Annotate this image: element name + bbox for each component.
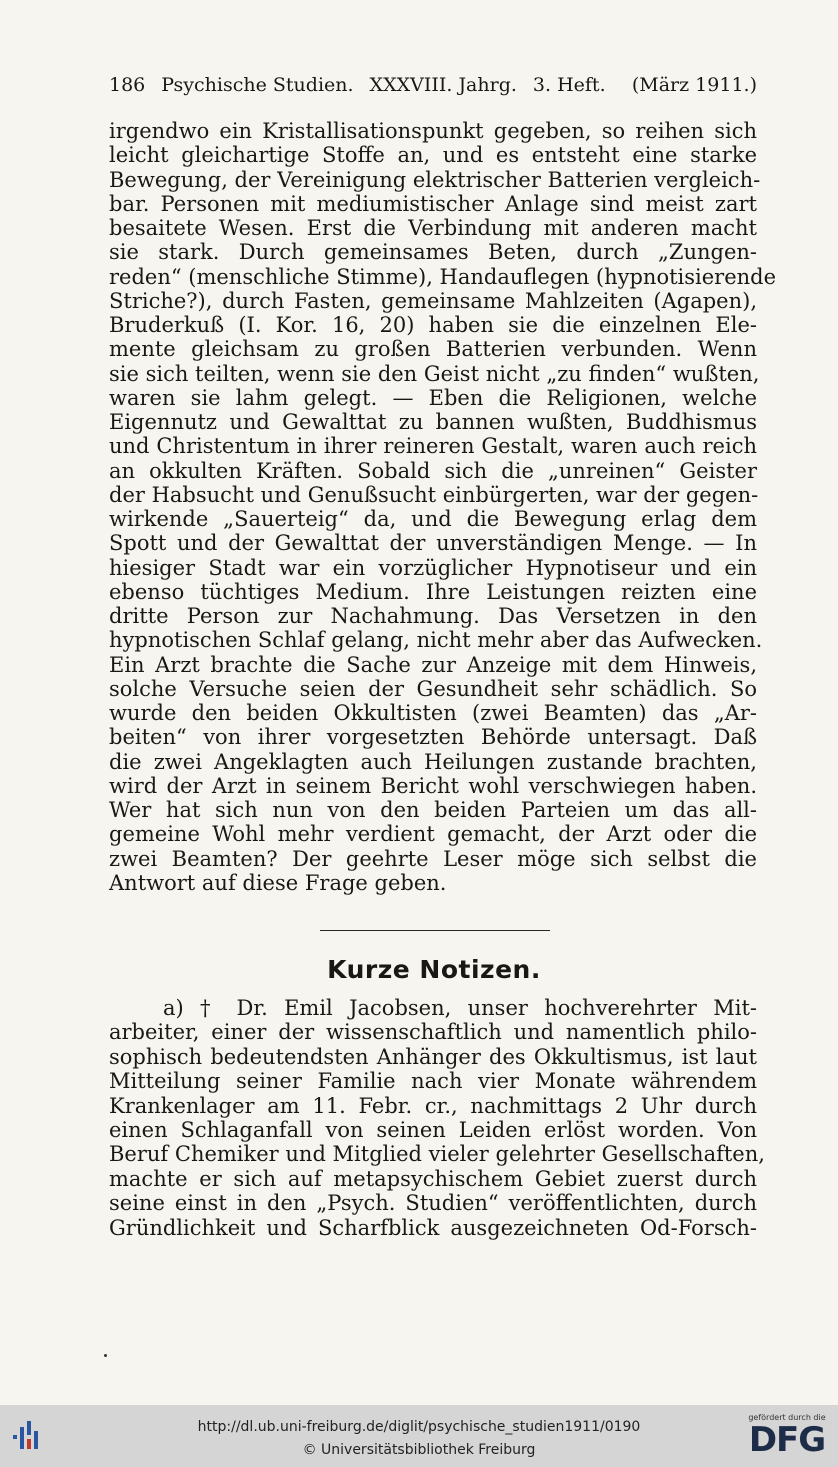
speck bbox=[104, 1354, 107, 1357]
text-line: einen Schlaganfall von seinen Leiden erlöst worden. Von bbox=[109, 1117, 757, 1142]
text-line: gemeine Wohl mehr verdient gemacht, der Arzt oder die bbox=[109, 822, 757, 847]
text-line: solche Versuche seien der Gesundheit sehr schädlich. So bbox=[109, 676, 757, 701]
text-line: an okkulten Kräften. Sobald sich die „unreinen“ Geister bbox=[109, 458, 757, 483]
source-url-link[interactable]: http://dl.ub.uni-freiburg.de/diglit/psychische_studien1911/0190 bbox=[197, 1419, 641, 1435]
text-line: Spott und der Gewalttat der unverständigen Menge. — In bbox=[109, 531, 757, 556]
header-left bbox=[109, 74, 606, 96]
text-line: arbeiter, einer der wissenschaftlich und namentlich philo- bbox=[109, 1020, 757, 1045]
text-line: wurde den beiden Okkultisten (zwei Beamten) das „Ar- bbox=[109, 701, 757, 725]
journal-name: Psychische Studien. bbox=[161, 74, 354, 96]
text-line: dritte Person zur Nachahmung. Das Versetzen in den bbox=[109, 604, 757, 628]
text-line: Antwort auf diese Frage geben. bbox=[109, 870, 447, 895]
text-line: Eigennutz und Gewalttat zu bannen wußten, Buddhismus bbox=[109, 410, 757, 434]
text-line: seine einst in den „Psych. Studien“ veröffentlichten, durch bbox=[109, 1191, 757, 1216]
page-number: 186 bbox=[109, 74, 146, 96]
text-line: der Habsucht und Genußsucht einbürgerten, war der gegen- bbox=[109, 482, 759, 507]
text-line: Bewegung, der Vereinigung elektrischer Batterien vergleich- bbox=[109, 167, 761, 192]
footer-bar bbox=[0, 1405, 838, 1467]
text-line: hypnotischen Schlaf gelang, nicht mehr aber das Aufwecken. bbox=[109, 628, 763, 653]
text-line: wirkende „Sauerteig“ da, und die Bewegung erlag dem bbox=[109, 507, 757, 531]
text-line: Ein Arzt brachte die Sache zur Anzeige mit dem Hinweis, bbox=[109, 652, 757, 677]
copyright-notice: © Universitätsbibliothek Freiburg bbox=[302, 1442, 536, 1458]
text-line: a) † Dr. Emil Jacobsen, unser hochverehrter Mit- bbox=[163, 996, 757, 1020]
text-line: sophisch bedeutendsten Anhänger des Okkultismus, ist laut bbox=[109, 1044, 757, 1069]
text-line: machte er sich auf metapsychischem Gebiet zuerst durch bbox=[109, 1166, 757, 1191]
sponsor-caption: gefördert durch die bbox=[748, 1413, 826, 1422]
text-line: reden“ (menschliche Stimme), Handauflegen (hypnotisierende bbox=[109, 264, 777, 289]
text-line: und Christentum in ihrer reineren Gestalt, waren auch reich bbox=[109, 434, 757, 459]
text-line: Mitteilung seiner Familie nach vier Monate währendem bbox=[109, 1069, 757, 1094]
text-line: Krankenlager am 11. Febr. cr., nachmittags 2 Uhr durch bbox=[109, 1093, 757, 1118]
text-line: bar. Personen mit mediumistischer Anlage sind meist zart bbox=[109, 191, 757, 216]
text-line: leicht gleichartige Stoffe an, und es entsteht eine starke bbox=[109, 143, 757, 168]
dfg-sponsor-logo bbox=[744, 1413, 830, 1458]
text-line: Gründlichkeit und Scharfblick ausgezeichneten Od-Forsch- bbox=[109, 1215, 757, 1240]
text-line: ebenso tüchtiges Medium. Ihre Leistungen reizten eine bbox=[109, 579, 757, 604]
running-header bbox=[109, 74, 757, 96]
text-line: die zwei Angeklagten auch Heilungen zustande brachten, bbox=[109, 749, 757, 774]
text-line: sie stark. Durch gemeinsames Beten, durch „Zungen- bbox=[109, 240, 757, 265]
article-text bbox=[109, 119, 777, 895]
text-line: wird der Arzt in seinem Bericht wohl verschwiegen haben. bbox=[109, 773, 757, 798]
issue-date: (März 1911.) bbox=[631, 74, 757, 96]
dfg-logo-text: DFG bbox=[748, 1420, 826, 1460]
volume: XXXVIII. Jahrg. bbox=[369, 74, 517, 96]
text-line: zwei Beamten? Der geehrte Leser möge sich selbst die bbox=[109, 846, 757, 871]
issue: 3. Heft. bbox=[532, 74, 606, 96]
text-line: Beruf Chemiker und Mitglied vieler gelehrter Gesellschaften, bbox=[109, 1142, 765, 1167]
text-line: hiesiger Stadt war ein vorzüglicher Hypnotiseur und ein bbox=[109, 555, 757, 580]
text-line: mente gleichsam zu großen Batterien verbunden. Wenn bbox=[109, 337, 757, 362]
text-line: besaitete Wesen. Erst die Verbindung mit anderen macht bbox=[109, 216, 757, 240]
section-title: Kurze Notizen. bbox=[327, 955, 541, 984]
text-line: beiten“ von ihrer vorgesetzten Behörde untersagt. Daß bbox=[109, 725, 757, 750]
text-line: Striche?), durch Fasten, gemeinsame Mahlzeiten (Agapen), bbox=[109, 288, 757, 313]
notice-text bbox=[109, 996, 765, 1240]
text-line: Bruderkuß (I. Kor. 16, 20) haben sie die einzelnen Ele- bbox=[109, 313, 757, 337]
text-line: Wer hat sich nun von den beiden Parteien um das all- bbox=[109, 798, 757, 822]
section-divider bbox=[320, 930, 550, 931]
text-line: irgendwo ein Kristallisationspunkt gegeben, so reihen sich bbox=[109, 119, 757, 143]
text-line: sie sich teilten, wenn sie den Geist nicht „zu finden“ wußten, bbox=[109, 361, 760, 386]
text-line: waren sie lahm gelegt. — Eben die Religionen, welche bbox=[109, 385, 757, 410]
